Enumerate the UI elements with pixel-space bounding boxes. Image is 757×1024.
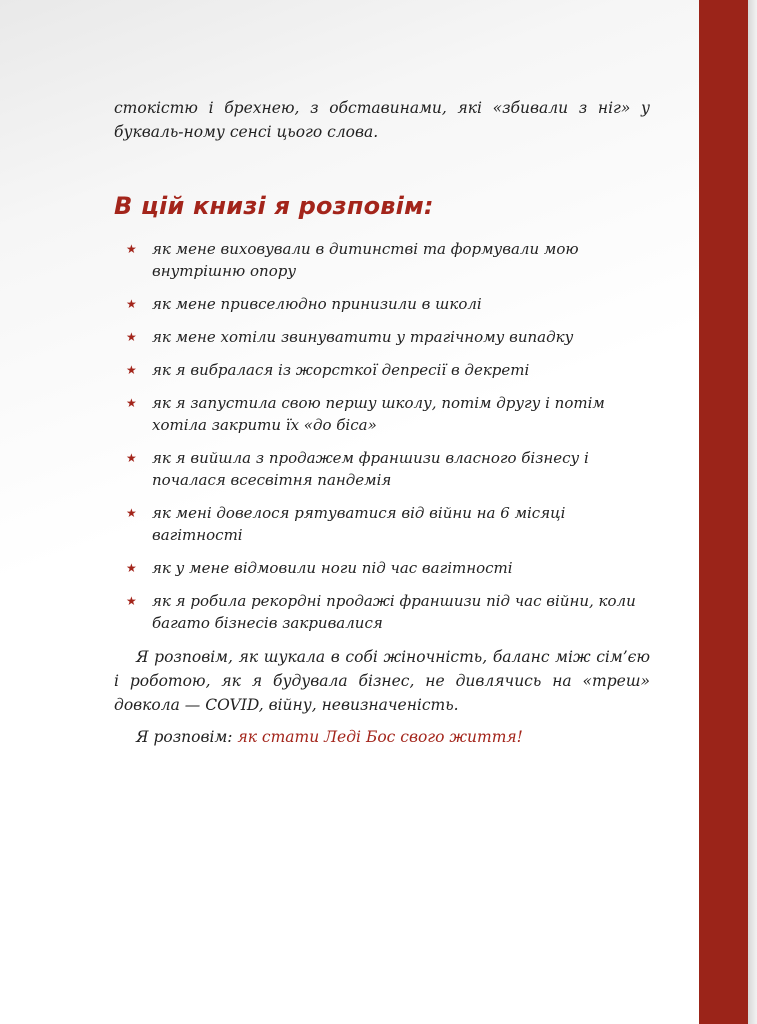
list-item	[114, 326, 650, 348]
list-item-text: як у мене відмовили ноги під час вагітності	[152, 559, 513, 577]
list-item	[114, 447, 650, 491]
star-icon: ★	[126, 242, 137, 256]
list-item-text: як мене привселюдно принизили в школі	[152, 295, 482, 313]
section-heading: В цій книзі я розповім:	[114, 192, 434, 220]
star-icon: ★	[126, 451, 137, 465]
list-item-text: як я вийшла з продажем франшизи власного бізнесу і почалася всесвітня пандемія	[152, 449, 589, 489]
list-item-text: як мене хотіли звинуватити у трагічному випадку	[152, 328, 574, 346]
list-item	[114, 557, 650, 579]
list-item	[114, 502, 650, 546]
star-icon: ★	[126, 363, 137, 377]
page-edge	[748, 0, 757, 1024]
list-item-text: як мені довелося рятуватися від війни на 6 місяці вагітності	[152, 504, 566, 544]
body-paragraph: Я розповім, як шукала в собі жіночність, баланс між сім’єю і роботою, як я будувала бізнес, не дивлячись на «треш» довкола — COVID, війну, невизначеність.	[114, 648, 650, 714]
star-icon: ★	[126, 330, 137, 344]
red-side-bar	[699, 0, 748, 1024]
list-item-text: як мене виховували в дитинстві та формували мою внутрішню опору	[152, 240, 579, 280]
list-item-text: як я робила рекордні продажі франшизи під час війни, коли багато бізнесів закривалися	[152, 592, 636, 632]
closing-highlight: як стати Леді Бос свого життя!	[237, 728, 523, 746]
topic-list	[114, 238, 650, 634]
page-content	[114, 96, 650, 757]
star-icon: ★	[126, 561, 137, 575]
list-item	[114, 392, 650, 436]
list-item-text: як я запустила свою першу школу, потім другу і потім хотіла закрити їх «до біса»	[152, 394, 605, 434]
closing-prefix: Я розповім:	[136, 728, 238, 746]
intro-text: стокістю і брехнею, з обставинами, які «збивали з ніг» у букваль-ному сенсі цього слова.	[114, 99, 650, 141]
list-item-text: як я вибралася із жорсткої депресії в декреті	[152, 361, 530, 379]
list-item	[114, 238, 650, 282]
star-icon: ★	[126, 594, 137, 608]
star-icon: ★	[126, 396, 137, 410]
star-icon: ★	[126, 297, 137, 311]
list-item	[114, 359, 650, 381]
list-item	[114, 590, 650, 634]
star-icon: ★	[126, 506, 137, 520]
closing-paragraph	[114, 725, 650, 749]
list-item	[114, 293, 650, 315]
